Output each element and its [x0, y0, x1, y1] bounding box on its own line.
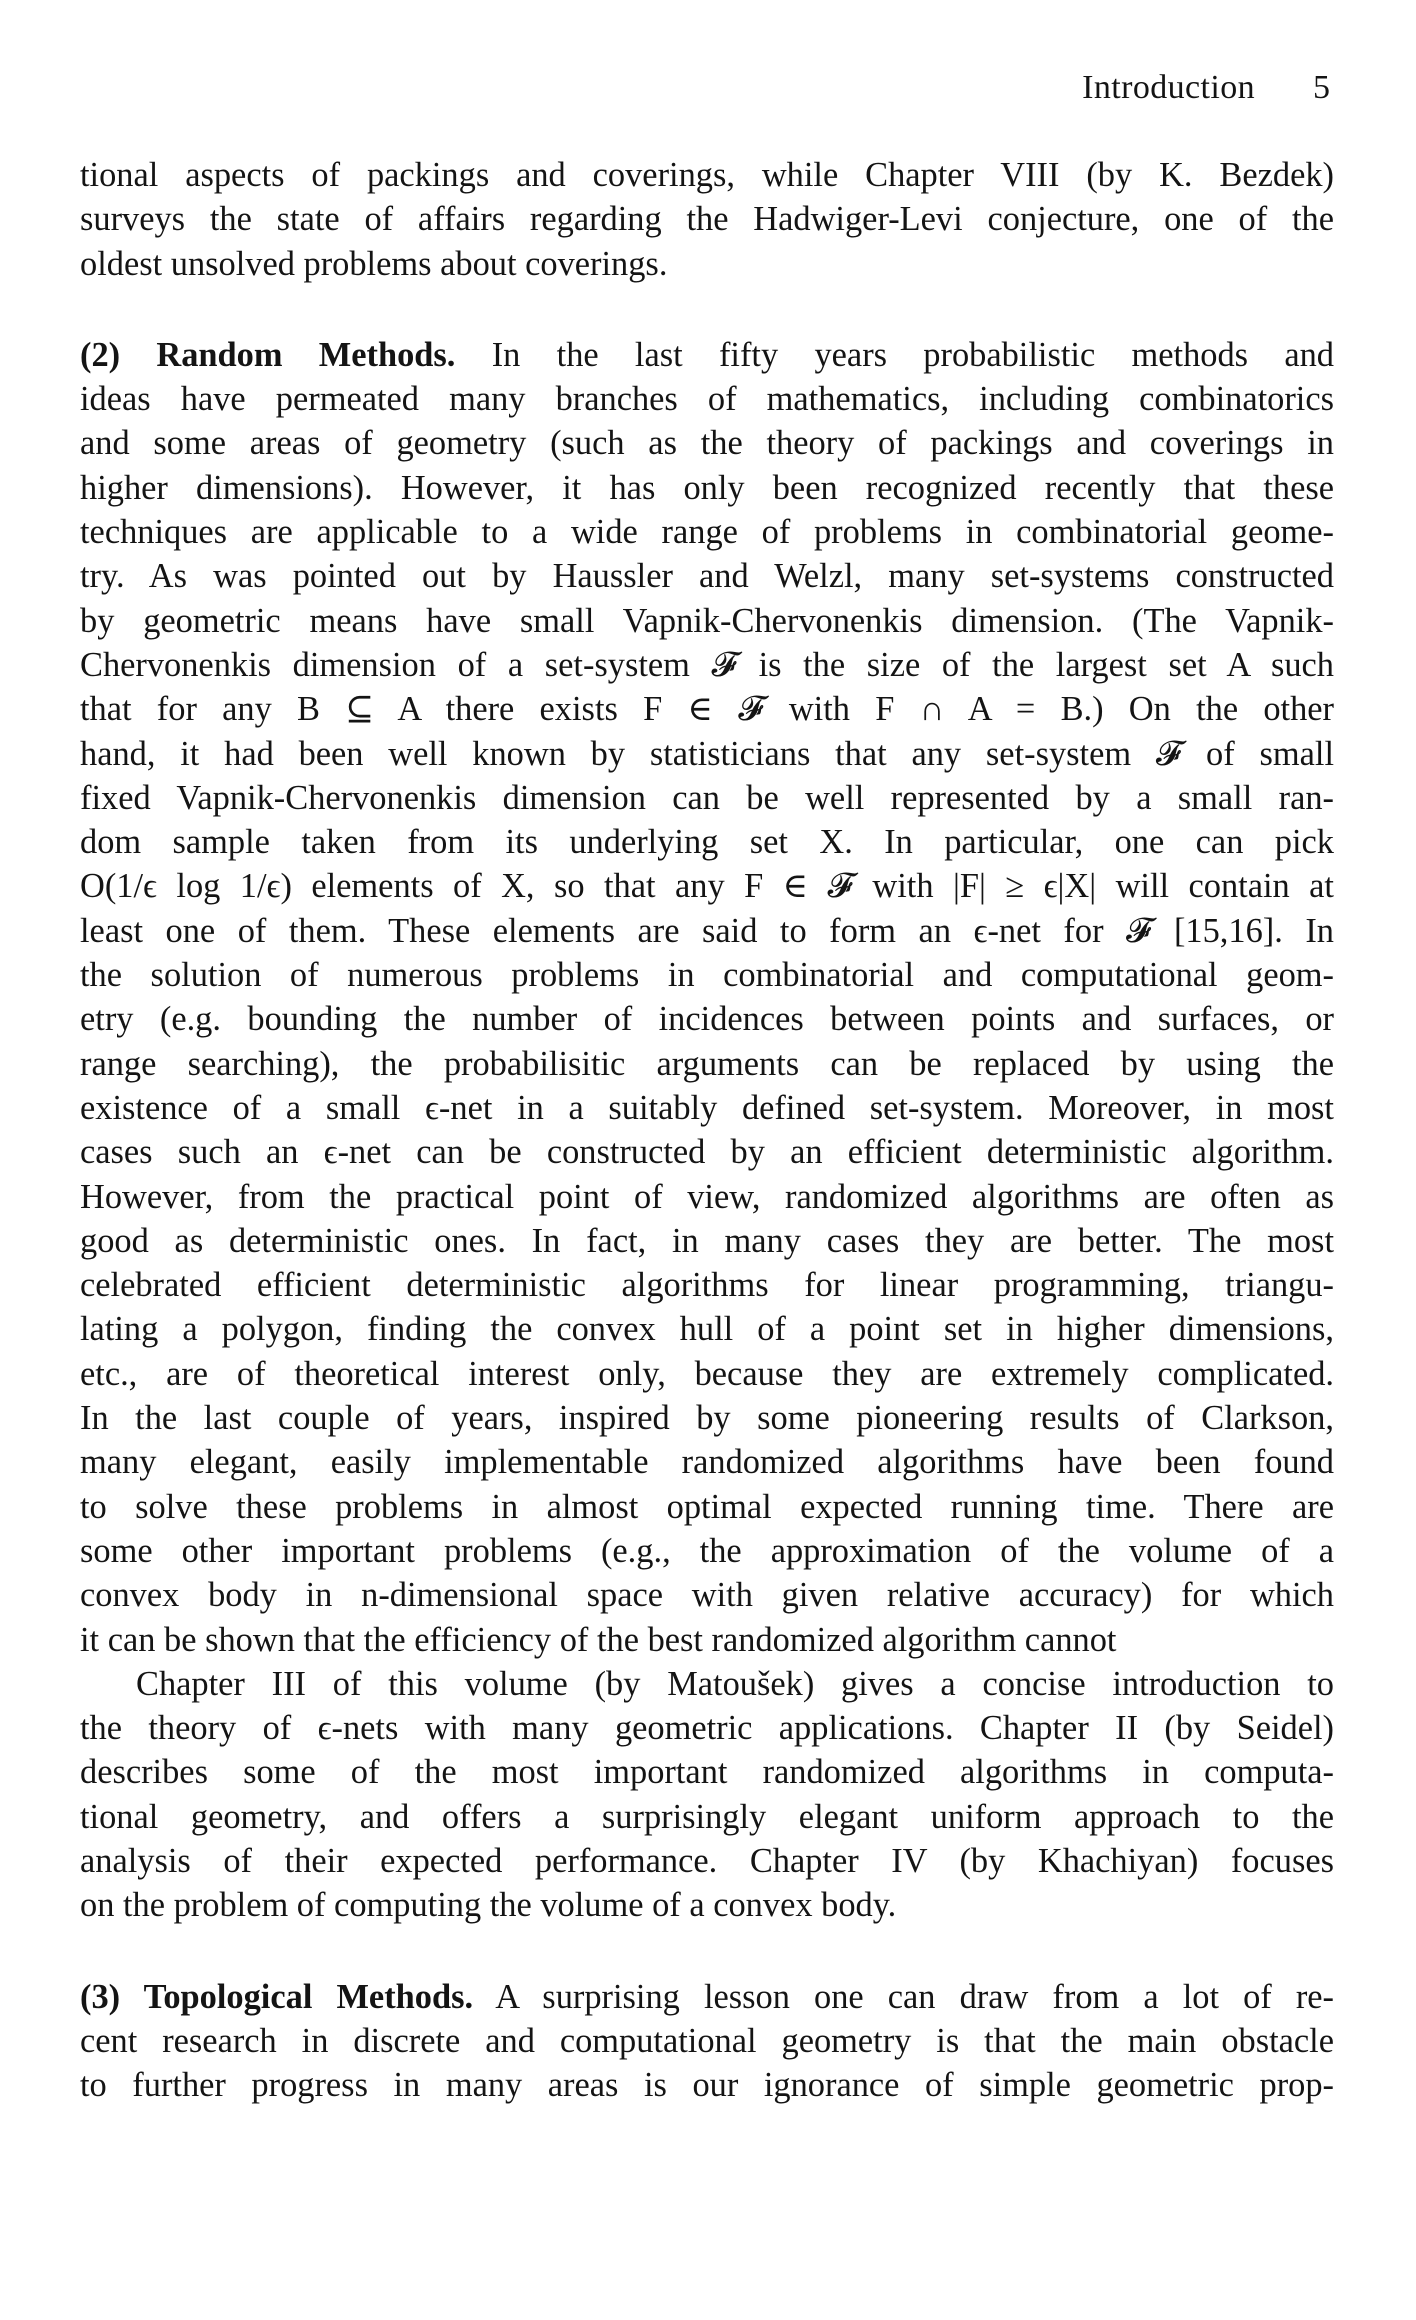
section-heading-topological-methods: (3) Topological Methods.: [80, 1977, 474, 2016]
text-line: least one of them. These elements are said to form an ϵ-net for 𝓕 [15,16]. In: [80, 911, 1334, 950]
text-line: lating a polygon, finding the convex hull of a point set in higher dimensions,: [80, 1310, 1334, 1349]
text-line: ideas have permeated many branches of mathematics, including combinatorics: [80, 380, 1334, 419]
text-line: cases such an ϵ-net can be constructed by an efficient deterministic algorithm.: [80, 1133, 1334, 1172]
text-line: to further progress in many areas is our ignorance of simple geometric prop-: [80, 2066, 1334, 2105]
text-line: the solution of numerous problems in combinatorial and computational geom-: [80, 956, 1334, 995]
text-line: analysis of their expected performance. Chapter IV (by Khachiyan) focuses: [80, 1841, 1334, 1880]
text-line: dom sample taken from its underlying set X. In particular, one can pick: [80, 823, 1334, 862]
page-number: 5: [1313, 69, 1330, 106]
text-line: some other important problems (e.g., the approximation of the volume of a: [80, 1531, 1334, 1570]
text-line: existence of a small ϵ-net in a suitably defined set-system. Moreover, in most: [80, 1088, 1334, 1127]
paragraph-continuation: [80, 153, 1334, 286]
text-line: convex body in n-dimensional space with given relative accuracy) for which: [80, 1576, 1334, 1615]
text-line: etc., are of theoretical interest only, because they are extremely complicated.: [80, 1354, 1334, 1393]
body-text: [80, 153, 1334, 2107]
text-line: try. As was pointed out by Haussler and Welzl, many set-systems constructed: [80, 557, 1334, 596]
text-line: However, from the practical point of view, randomized algorithms are often as: [80, 1177, 1334, 1216]
text-line: higher dimensions). However, it has only been recognized recently that these: [80, 468, 1334, 507]
text-line: describes some of the most important randomized algorithms in computa-: [80, 1753, 1334, 1792]
section-heading-random-methods: (2) Random Methods.: [80, 335, 456, 374]
text-line-first: [80, 1975, 1334, 2019]
text-line: tional geometry, and offers a surprisingly elegant uniform approach to the: [80, 1797, 1334, 1836]
text-line: and some areas of geometry (such as the theory of packings and coverings in: [80, 424, 1334, 463]
text-line-first: [80, 333, 1334, 377]
section-random-methods: [80, 333, 1334, 1662]
paragraph-chapters: [80, 1662, 1334, 1928]
text-line: hand, it had been well known by statisticians that any set-system 𝓕 of small: [80, 734, 1334, 773]
text-line: by geometric means have small Vapnik-Chervonenkis dimension. (The Vapnik-: [80, 601, 1334, 640]
text-line: surveys the state of affairs regarding the Hadwiger-Levi conjecture, one of the: [80, 200, 1334, 239]
text-line: oldest unsolved problems about coverings.: [80, 244, 668, 283]
text-line: to solve these problems in almost optimal expected running time. There are: [80, 1487, 1334, 1526]
text-line: O(1/ϵ log 1/ϵ) elements of X, so that any F ∈ 𝓕 with |F| ≥ ϵ|X| will contain at: [80, 867, 1334, 906]
section-topological-methods: [80, 1975, 1334, 2108]
paragraph-gap: [80, 286, 1334, 333]
text-line: techniques are applicable to a wide range of problems in combinatorial geome-: [80, 513, 1334, 552]
text-line-rest: A surprising lesson one can draw from a lot of re-: [495, 1977, 1335, 2016]
text-line: celebrated efficient deterministic algorithms for linear programming, triangu-: [80, 1266, 1334, 1305]
paragraph-gap: [80, 1928, 1334, 1975]
text-line: Chervonenkis dimension of a set-system 𝓕 is the size of the largest set A such: [80, 645, 1334, 684]
text-line: range searching), the probabilisitic arguments can be replaced by using the: [80, 1044, 1334, 1083]
running-head: [80, 66, 1330, 110]
text-line: that for any B ⊆ A there exists F ∈ 𝓕 with F ∩ A = B.) On the other: [80, 690, 1334, 729]
text-line: cent research in discrete and computational geometry is that the main obstacle: [80, 2021, 1334, 2060]
text-line: on the problem of computing the volume of a convex body.: [80, 1886, 897, 1925]
text-line: Chapter III of this volume (by Matoušek) gives a concise introduction to: [136, 1664, 1334, 1703]
text-line: fixed Vapnik-Chervonenkis dimension can be well represented by a small ran-: [80, 778, 1334, 817]
text-line: tional aspects of packings and coverings, while Chapter VIII (by K. Bezdek): [80, 156, 1334, 194]
running-head-title: Introduction: [1082, 69, 1255, 106]
text-line: etry (e.g. bounding the number of incidences between points and surfaces, or: [80, 1000, 1334, 1039]
text-line: the theory of ϵ-nets with many geometric applications. Chapter II (by Seidel): [80, 1709, 1334, 1748]
text-line: many elegant, easily implementable randomized algorithms have been found: [80, 1443, 1334, 1482]
text-line: good as deterministic ones. In fact, in many cases they are better. The most: [80, 1221, 1334, 1260]
text-line-rest: In the last fifty years probabilistic methods and: [491, 335, 1334, 374]
text-line: it can be shown that the efficiency of the best randomized algorithm cannot: [80, 1620, 1117, 1659]
text-line: In the last couple of years, inspired by some pioneering results of Clarkson,: [80, 1399, 1334, 1438]
